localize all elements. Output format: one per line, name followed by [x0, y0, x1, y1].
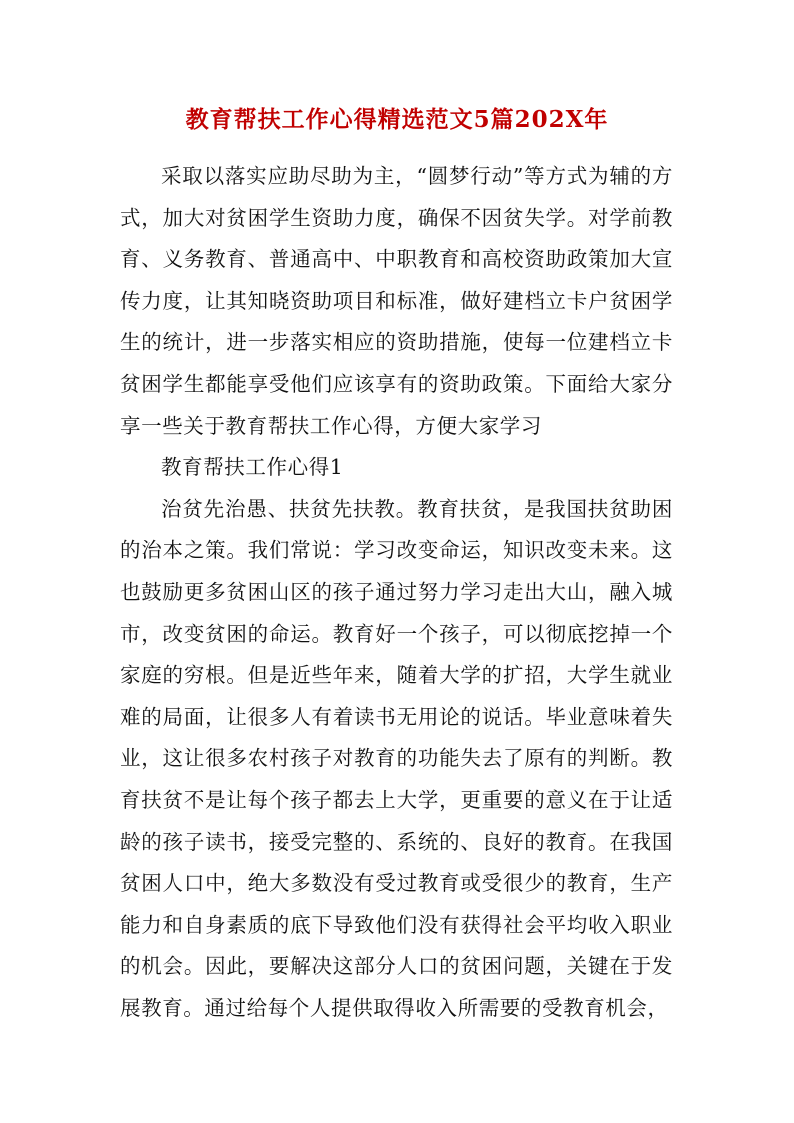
document-body [120, 156, 673, 1029]
body-paragraph: 治贫先治愚、扶贫先扶教。教育扶贫，是我国扶贫助困的治本之策。我们常说：学习改变命运，知识改变未来。这也鼓励更多贫困山区的孩子通过努力学习走出大山，融入城市，改变贫困的命运。教育好一个孩子，可以彻底挖掉一个家庭的穷根。但是近些年来，随着大学的扩招，大学生就业难的局面，让很多人有着读书无用论的说话。毕业意味着失业，这让很多农村孩子对教育的功能失去了原有的判断。教育扶贫不是让每个孩子都去上大学，更重要的意义在于让适龄的孩子读书，接受完整的、系统的、良好的教育。在我国贫困人口中，绝大多数没有受过教育或受很少的教育，生产能力和自身素质的底下导致他们没有获得社会平均收入职业的机会。因此，要解决这部分人口的贫困问题，关键在于发展教育。通过给每个人提供取得收入所需要的受教育机会， [120, 496, 673, 1020]
intro-paragraph: 采取以落实应助尽助为主，“圆梦行动”等方式为辅的方式，加大对贫困学生资助力度，确保不因贫失学。对学前教育、义务教育、普通高中、中职教育和高校资助政策加大宣传力度，让其知晓资助项目和标准，做好建档立卡户贫困学生的统计，进一步落实相应的资助措施，使每一位建档立卡贫困学生都能享受他们应该享有的资助政策。下面给大家分享一些关于教育帮扶工作心得，方便大家学习 [120, 164, 673, 438]
section-heading: 教育帮扶工作心得1 [161, 455, 344, 480]
document-title: 教育帮扶工作心得精选范文5篇202X年 [185, 106, 609, 133]
